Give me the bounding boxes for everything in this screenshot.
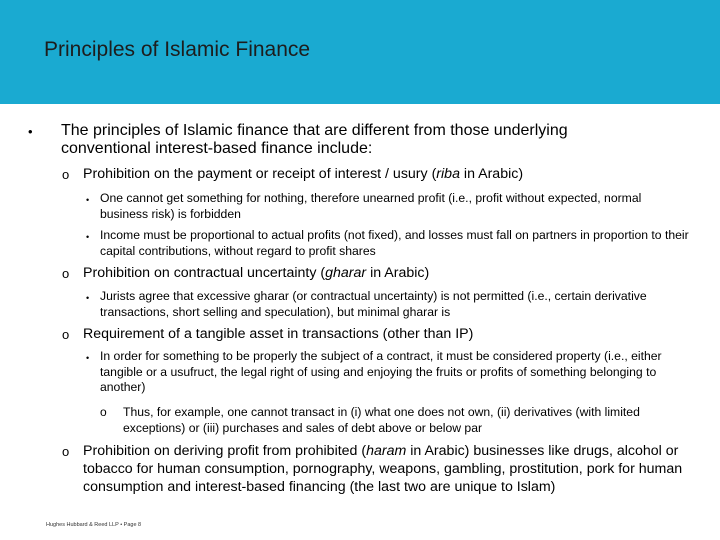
bullet-marker: • bbox=[86, 293, 90, 303]
bullet-marker: o bbox=[100, 405, 107, 419]
list-item-text: One cannot get something for nothing, therefore unearned profit (i.e., profit without expected, normal business risk) is forbidden bbox=[100, 191, 642, 221]
list-item-text: Income must be proportional to actual profits (not fixed), and losses must fall on partners in proportion to their capital contributions, without regard to profit shares bbox=[100, 228, 689, 258]
list-item-text: Prohibition on the payment or receipt of interest / usury (riba in Arabic) bbox=[83, 166, 524, 182]
list-item-text: Thus, for example, one cannot transact in (i) what one does not own, (ii) derivatives (with limited exceptions) or (iii) purchases and sales of debt above or below par bbox=[123, 405, 640, 435]
bullet-marker: • bbox=[86, 353, 90, 363]
list-item-text: Prohibition on contractual uncertainty (gharar in Arabic) bbox=[83, 265, 430, 281]
list-item-text: The principles of Islamic finance that are different from those underlying conventional interest-based finance include: bbox=[61, 122, 568, 157]
list-item-text: Prohibition on deriving profit from prohibited (haram in Arabic) businesses like drugs, alcohol or tobacco for human consumption, pornography, weapons, gambling, prostitution, pork for human consumption and interest-based financing (the last two are unique to Islam) bbox=[83, 443, 683, 495]
slide-title: Principles of Islamic Finance bbox=[44, 38, 311, 61]
list-item-text: Requirement of a tangible asset in transactions (other than IP) bbox=[83, 326, 474, 342]
bullet-marker: • bbox=[86, 232, 90, 242]
bullet-marker: o bbox=[62, 167, 70, 182]
list-item-text: In order for something to be properly the subject of a contract, it must be considered property (i.e., either tangible or a usufruct, the legal right of using and enjoying the fruits or profits of something belonging to another) bbox=[100, 349, 662, 394]
arabic-term: riba bbox=[436, 166, 460, 182]
bullet-marker: o bbox=[62, 444, 70, 459]
bullet-marker: o bbox=[62, 327, 70, 342]
slide-footer: Hughes Hubbard & Reed LLP • Page 8 bbox=[46, 522, 142, 528]
list-item-text: Jurists agree that excessive gharar (or contractual uncertainty) is not permitted (i.e., certain derivative transactions, short selling and speculation), but minimal gharar is bbox=[100, 289, 647, 319]
bullet-marker: • bbox=[86, 195, 90, 205]
bullet-marker: • bbox=[28, 124, 33, 139]
bullet-marker: o bbox=[62, 266, 70, 281]
arabic-term: haram bbox=[366, 443, 407, 459]
arabic-term: gharar bbox=[325, 265, 367, 281]
